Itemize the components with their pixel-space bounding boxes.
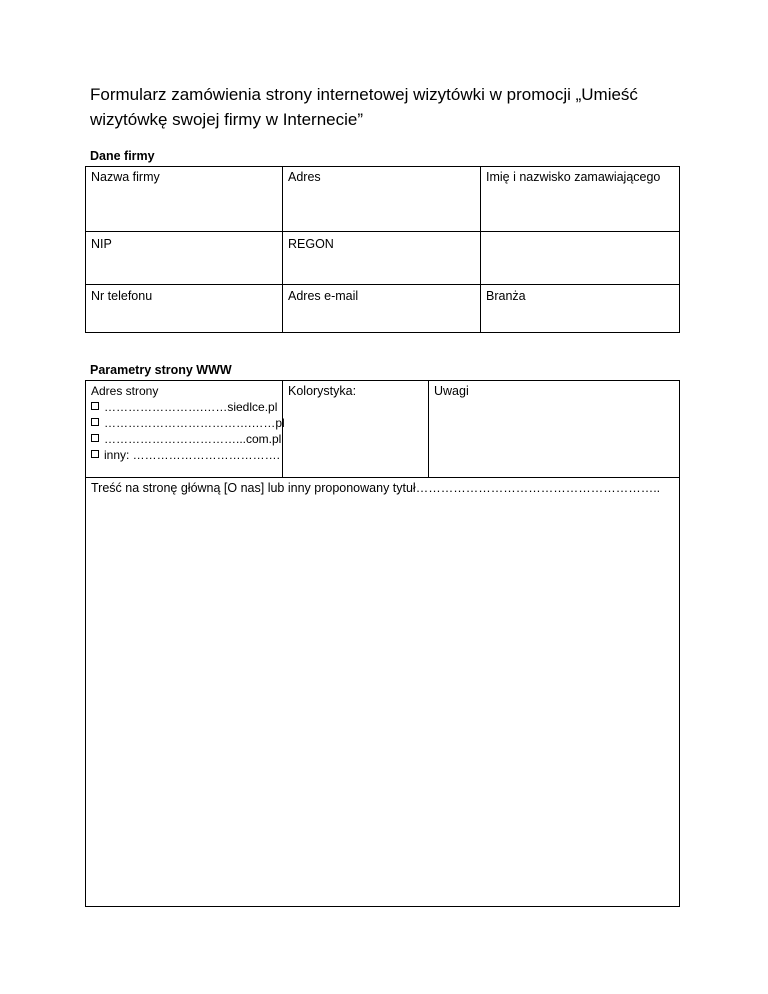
checkbox-icon[interactable] [91,418,99,426]
color-scheme-field[interactable] [283,381,429,478]
table-row [86,478,680,907]
orderer-name-label: Imię i nazwisko zamawiającego [486,170,661,184]
homepage-content-field[interactable] [86,478,680,907]
nip-label: NIP [91,237,112,251]
color-scheme-label: Kolorystyka: [288,384,357,398]
company-name-field[interactable] [86,167,283,232]
company-section-heading: Dane firmy [90,149,155,163]
website-params-table [85,380,680,907]
table-row [86,285,680,333]
site-address-cell [86,381,283,478]
empty-cell[interactable] [481,232,680,285]
phone-field[interactable] [86,285,283,333]
address-option-siedlce[interactable] [91,399,277,415]
table-row [86,167,680,232]
address-option-pl-label: ……………………………….……pl [104,416,285,430]
table-row [86,232,680,285]
regon-field[interactable] [283,232,481,285]
address-option-com-pl[interactable] [91,431,282,447]
address-label: Adres [288,170,321,184]
table-row [86,381,680,478]
site-address-label: Adres strony [91,384,159,398]
website-section-heading: Parametry strony WWW [90,363,232,377]
checkbox-icon[interactable] [91,402,99,410]
notes-label: Uwagi [434,384,469,398]
address-field[interactable] [283,167,481,232]
industry-label: Branża [486,289,526,303]
notes-field[interactable] [429,381,680,478]
checkbox-icon[interactable] [91,450,99,458]
industry-field[interactable] [481,285,680,333]
regon-label: REGON [288,237,334,251]
address-option-other-label: inny: ………………………………. [104,448,281,462]
address-option-com-pl-label: ……………………………...com.pl [104,432,282,446]
email-field[interactable] [283,285,481,333]
address-option-siedlce-label: …………………….……siedlce.pl [104,400,278,414]
company-data-table [85,166,680,333]
checkbox-icon[interactable] [91,434,99,442]
homepage-content-label: Treść na stronę główną [O nas] lub inny proponowany tytuł………………………………………………….. [91,481,661,495]
phone-label: Nr telefonu [91,289,153,303]
address-option-other[interactable] [91,447,281,463]
company-name-label: Nazwa firmy [91,170,160,184]
address-option-pl[interactable] [91,415,285,431]
email-label: Adres e-mail [288,289,359,303]
orderer-name-field[interactable] [481,167,680,232]
form-title: Formularz zamówienia strony internetowej wizytówki w promocji „Umieść wizytówkę swojej firmy w Internecie” [90,85,638,129]
nip-field[interactable] [86,232,283,285]
